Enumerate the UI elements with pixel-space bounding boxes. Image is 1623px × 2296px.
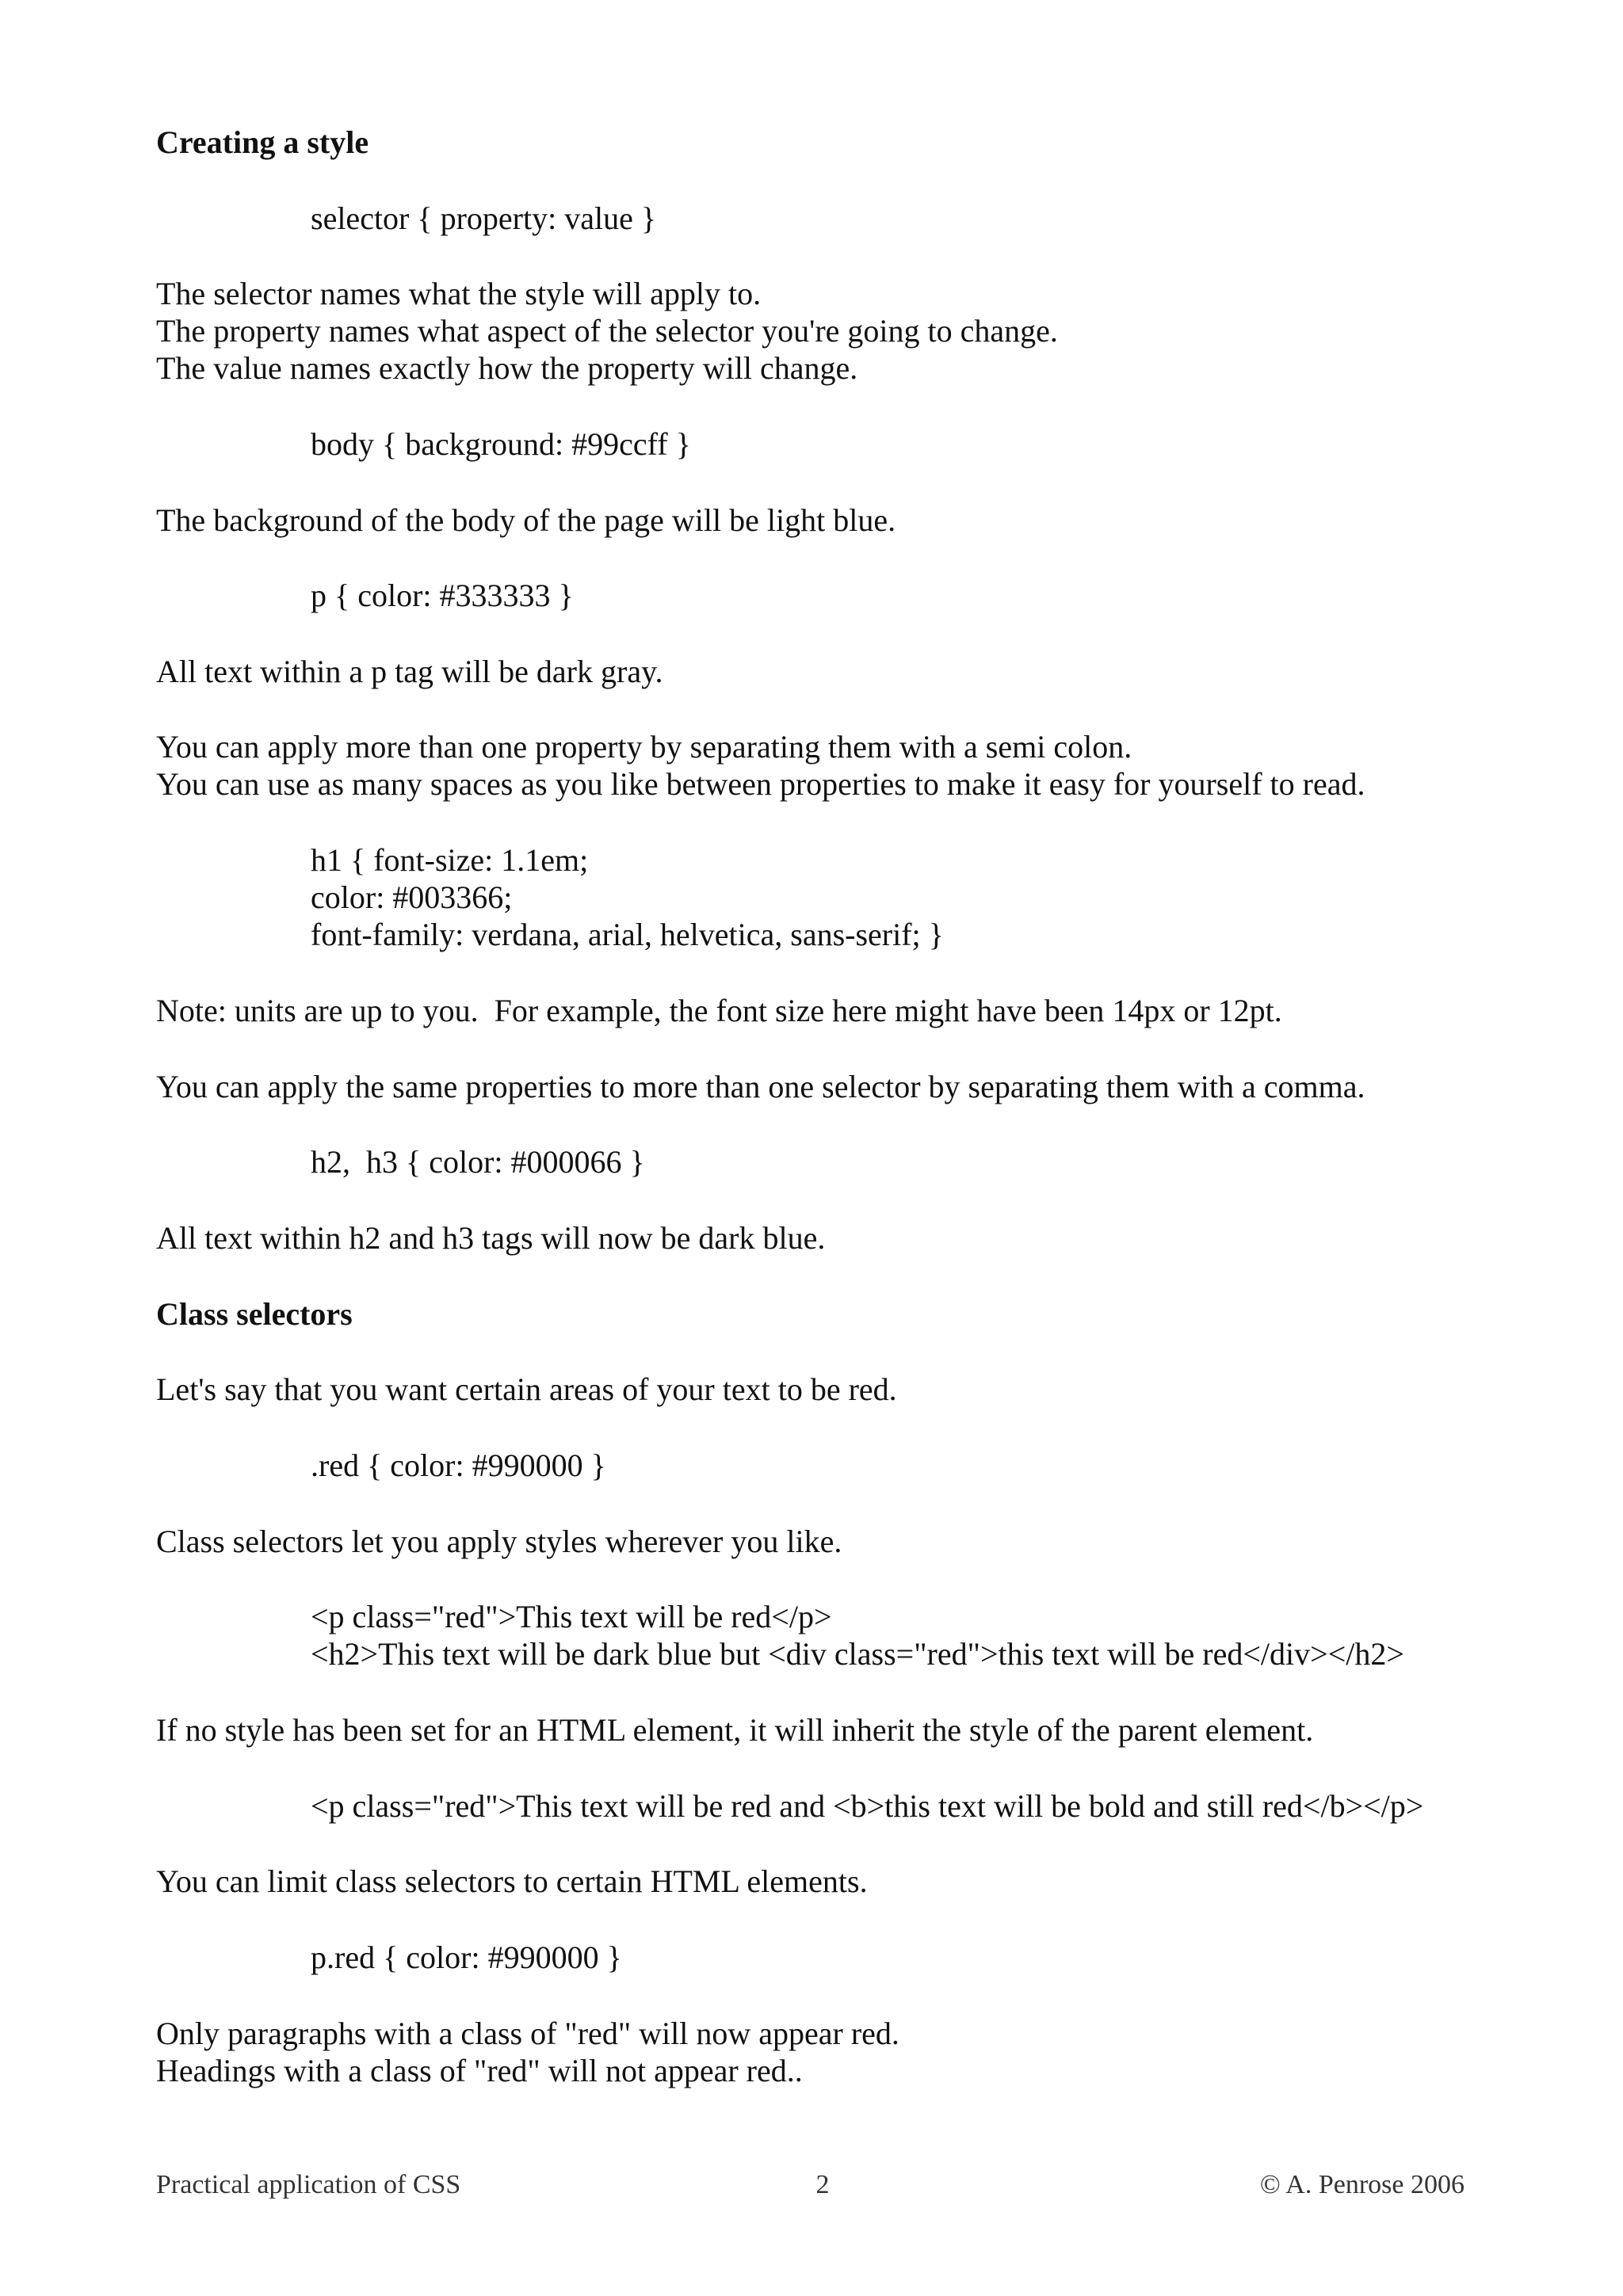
example-markup-line-1: <p class="red">This text will be red</p>	[311, 1599, 832, 1634]
example-markup-line-2: <h2>This text will be dark blue but <div class="red">this text will be red</div></h2>	[311, 1636, 1404, 1672]
explain-line-selector: The selector names what the style will apply to.	[156, 276, 762, 311]
class-intro: Let's say that you want certain areas of your text to be red.	[156, 1371, 897, 1407]
example-h1-line-3: font-family: verdana, arial, helvetica, sans-serif; }	[311, 917, 944, 952]
desc-h2-h3-rule: All text within h2 and h3 tags will now be dark blue.	[156, 1220, 826, 1256]
footer-copyright: © A. Penrose 2006	[1259, 2170, 1465, 2199]
example-h1-line-2: color: #003366;	[311, 879, 513, 915]
footer-page-number: 2	[815, 2170, 830, 2199]
example-p-rule: p { color: #333333 }	[311, 578, 574, 613]
limit-explanation: You can limit class selectors to certain HTML elements.	[156, 1863, 868, 1899]
example-inherit-markup: <p class="red">This text will be red and <b>this text will be bold and still red</b></p>	[311, 1788, 1424, 1824]
example-red-class: .red { color: #990000 }	[311, 1447, 606, 1483]
heading-creating-a-style: Creating a style	[156, 124, 369, 160]
explain-line-value: The value names exactly how the property will change.	[156, 350, 858, 386]
example-h1-line-1: h1 { font-size: 1.1em;	[311, 842, 589, 878]
example-body-rule: body { background: #99ccff }	[311, 426, 691, 462]
result-line-2: Headings with a class of "red" will not appear red..	[156, 2053, 803, 2088]
example-p-red-rule: p.red { color: #990000 }	[311, 1939, 622, 1975]
units-note: Note: units are up to you. For example, the font size here might have been 14px or 12pt.	[156, 993, 1282, 1028]
footer-title: Practical application of CSS	[156, 2170, 461, 2199]
multi-property-line-1: You can apply more than one property by separating them with a semi colon.	[156, 729, 1132, 765]
comma-explanation: You can apply the same properties to more than one selector by separating them with a comma.	[156, 1069, 1365, 1104]
heading-class-selectors: Class selectors	[156, 1296, 353, 1332]
result-line-1: Only paragraphs with a class of "red" will now appear red.	[156, 2016, 899, 2051]
desc-class-selectors: Class selectors let you apply styles wherever you like.	[156, 1524, 842, 1559]
desc-p-rule: All text within a p tag will be dark gray.	[156, 654, 663, 689]
example-h2-h3-rule: h2, h3 { color: #000066 }	[311, 1144, 645, 1180]
multi-property-line-2: You can use as many spaces as you like between properties to make it easy for yourself to read.	[156, 766, 1365, 802]
inherit-explanation: If no style has been set for an HTML element, it will inherit the style of the parent element.	[156, 1712, 1314, 1748]
syntax-example: selector { property: value }	[311, 200, 657, 236]
explain-line-property: The property names what aspect of the selector you're going to change.	[156, 313, 1058, 349]
desc-body-rule: The background of the body of the page will be light blue.	[156, 502, 896, 538]
